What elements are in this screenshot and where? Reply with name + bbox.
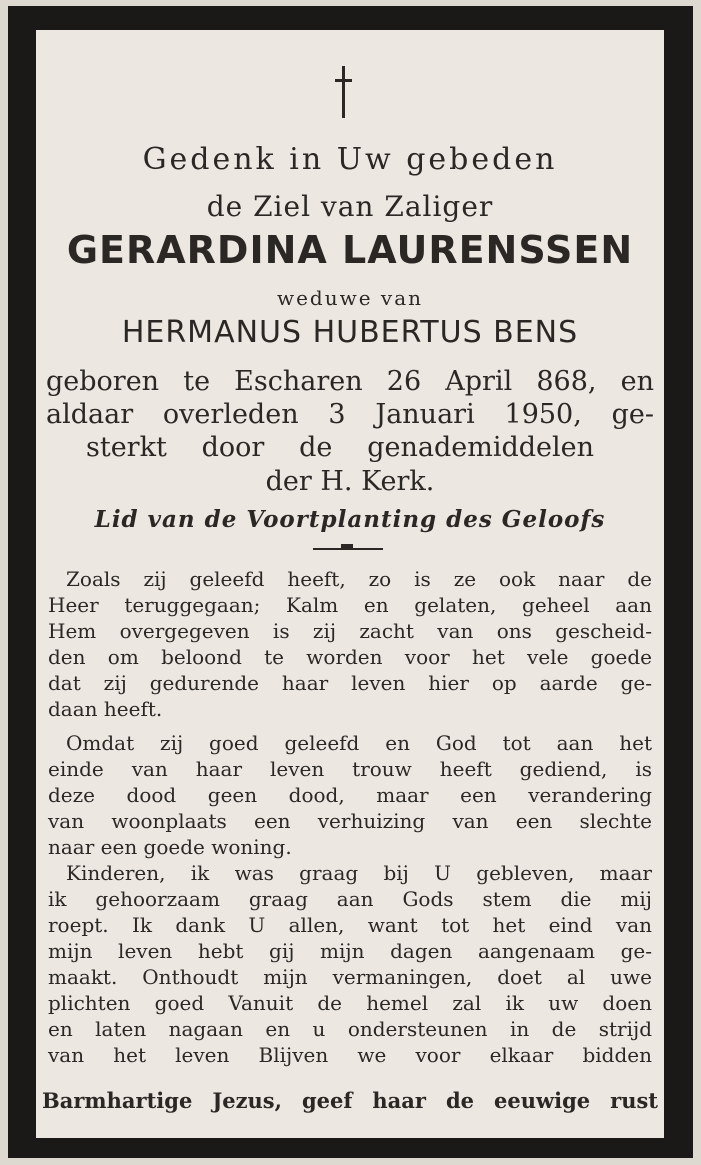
text-line: dat zij gedurende haar leven hier op aarde ge- — [48, 671, 652, 695]
text-line: van het leven Blijven we voor elkaar bidden — [48, 1043, 652, 1067]
widow-of-label: weduwe van — [276, 286, 424, 310]
text-line: deze dood geen dood, maar een verandering — [48, 783, 652, 807]
text-line: en laten nagaan en u ondersteunen in de strijd — [48, 1017, 652, 1041]
text-line: mijn leven hebt gij mijn dagen aangenaam ge- — [48, 939, 652, 963]
cross-icon — [332, 66, 356, 118]
deceased-name: GERARDINA LAURENSSEN — [66, 228, 634, 272]
text-line: naar een goede woning. — [48, 835, 292, 859]
text-line: daan heeft. — [48, 697, 163, 721]
paragraph-2 — [48, 730, 652, 860]
divider — [313, 548, 383, 550]
heading-line-2: de Ziel van Zaliger — [206, 190, 494, 223]
text-line: Kinderen, ik was graag bij U gebleven, maar — [66, 861, 652, 885]
divider-ornament — [341, 544, 353, 548]
closing-prayer: Barmhartige Jezus, geef haar de eeuwige rust — [42, 1088, 658, 1113]
husband-name: HERMANUS HUBERTUS BENS — [121, 315, 579, 350]
birth-line-2: aldaar overleden 3 Januari 1950, ge- — [46, 399, 654, 430]
text-line: Omdat zij goed geleefd en God tot aan het — [66, 731, 652, 755]
heading-line-1: Gedenk in Uw gebeden — [142, 142, 558, 177]
text-line: plichten goed Vanuit de hemel zal ik uw doen — [48, 991, 652, 1015]
text-line: roept. Ik dank U allen, want tot het eind van — [48, 913, 652, 937]
birth-line-1: geboren te Escharen 26 April 868, en — [46, 366, 654, 397]
text-line: Hem overgegeven is zij zacht van ons gescheid- — [48, 619, 652, 643]
text-line: van woonplaats een verhuizing van een slechte — [48, 809, 652, 833]
text-line: einde van haar leven trouw heeft gediend, is — [48, 757, 652, 781]
paragraph-1 — [48, 566, 652, 722]
text-line: Heer teruggegaan; Kalm en gelaten, geheel aan — [48, 593, 652, 617]
text-line: maakt. Onthoudt mijn vermaningen, doet al uwe — [48, 965, 652, 989]
text-line: ik gehoorzaam graag aan Gods stem die mij — [48, 887, 652, 911]
text-line: den om beloond te worden voor het vele goede — [48, 645, 652, 669]
text-line: Zoals zij geleefd heeft, zo is ze ook naar de — [66, 567, 652, 591]
paragraph-3 — [48, 860, 652, 1068]
birth-line-4: der H. Kerk. — [265, 466, 435, 497]
birth-line-3: sterkt door de genademiddelen — [86, 432, 594, 463]
card-inner — [36, 30, 664, 1138]
membership-line: Lid van de Voortplanting des Geloofs — [94, 506, 606, 533]
